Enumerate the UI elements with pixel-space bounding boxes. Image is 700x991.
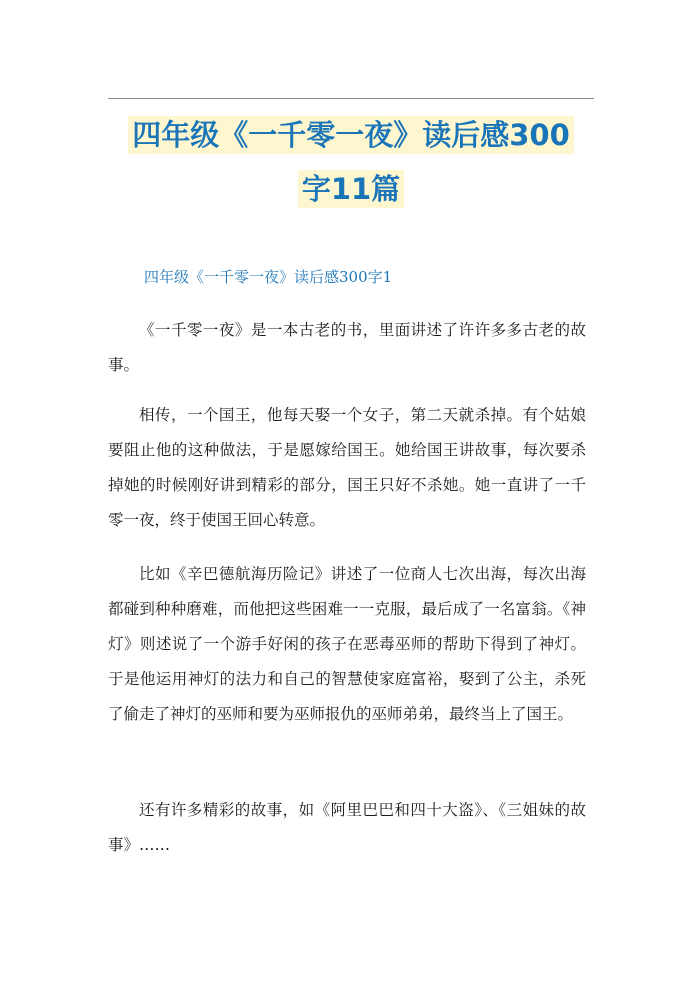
section-heading: 四年级《一千零一夜》读后感300字1 <box>144 268 393 286</box>
paragraph-1: 《一千零一夜》是一本古老的书，里面讲述了许许多多古老的故事。 <box>108 321 586 374</box>
document-title <box>108 108 594 216</box>
paragraph-4: 还有许多精彩的故事，如《阿里巴巴和四十大盗》、《三姐妹的故事》…… <box>108 801 586 854</box>
paragraph-3: 比如《辛巴德航海历险记》讲述了一位商人七次出海，每次出海都碰到种种磨难，而他把这些困难一一克服，最后成了一名富翁。《神灯》则述说了一个游手好闲的孩子在恶毒巫师的帮助下得到了神灯。于是他运用神灯的法力和自己的智慧使家庭富裕，娶到了公主，杀死了偷走了神灯的巫师和要为巫师报仇的巫师弟弟，最终当上了国王。 <box>108 565 586 723</box>
title-line-1: 四年级《一千零一夜》读后感300 <box>128 116 574 154</box>
title-line-2: 字11篇 <box>298 170 404 208</box>
header-rule <box>108 98 594 99</box>
paragraph-2: 相传，一个国王，他每天娶一个女子，第二天就杀掉。有个姑娘要阻止他的这种做法，于是愿嫁给国王。她给国王讲故事，每次要杀掉她的时候刚好讲到精彩的部分，国王只好不杀她。她一直讲了一千零一夜，终于使国王回心转意。 <box>108 406 586 529</box>
